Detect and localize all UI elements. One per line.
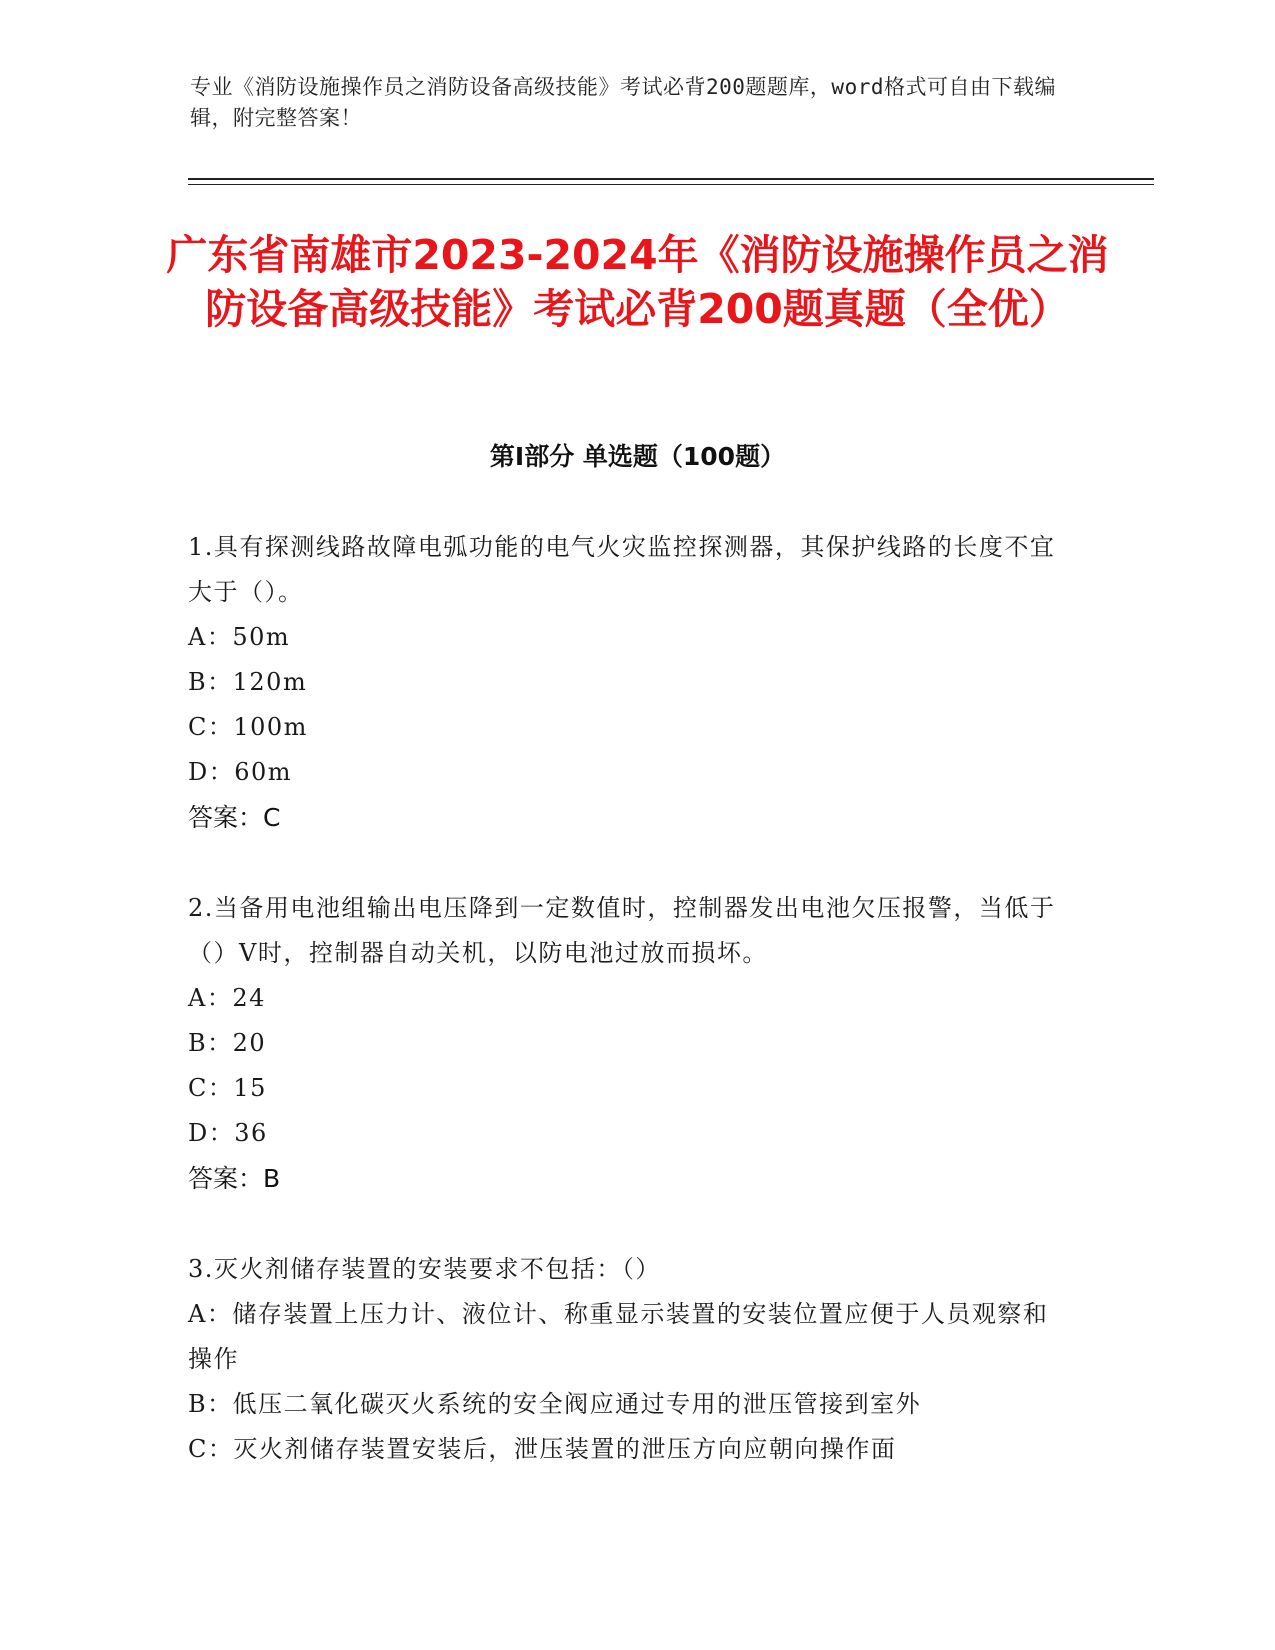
header-rule-thick (188, 178, 1154, 180)
option-b: B：低压二氧化碳灭火系统的安全阀应通过专用的泄压管接到室外 (188, 1390, 922, 1418)
question-stem: 2.当备用电池组输出电压降到一定数值时，控制器发出电池欠压报警，当低于（）V时，控制器自动关机，以防电池过放而损坏。 (188, 894, 1056, 967)
question-list (188, 525, 1068, 1518)
question-2 (188, 886, 1068, 1201)
question-3 (188, 1247, 1068, 1472)
option-a: A：50m (188, 623, 291, 651)
option-b: B：20 (188, 1029, 267, 1057)
option-a: A：24 (188, 984, 266, 1012)
option-b: B：120m (188, 668, 308, 696)
question-stem: 3.灭火剂储存装置的安装要求不包括：（） (188, 1255, 661, 1283)
question-1 (188, 525, 1068, 840)
option-c: C：15 (188, 1074, 267, 1102)
option-d: D：60m (188, 758, 293, 786)
option-a: A：储存装置上压力计、液位计、称重显示装置的安装位置应便于人员观察和操作 (188, 1300, 1049, 1373)
option-c: C：灭火剂储存装置安装后，泄压装置的泄压方向应朝向操作面 (188, 1435, 897, 1463)
document-title: 广东省南雄市2023-2024年《消防设施操作员之消防设备高级技能》考试必背200题真题（全优） (166, 231, 1109, 333)
header-note: 专业《消防设施操作员之消防设备高级技能》考试必背200题题库，word格式可自由下载编辑，附完整答案！ (190, 75, 1056, 130)
option-c: C：100m (188, 713, 308, 741)
section-heading: 第Ⅰ部分 单选题（100题） (489, 442, 786, 471)
answer: 答案：C (188, 803, 281, 832)
header-rule-thin (188, 184, 1154, 185)
answer: 答案：B (188, 1164, 281, 1193)
question-stem: 1.具有探测线路故障电弧功能的电气火灾监控探测器，其保护线路的长度不宜大于（）。 (188, 533, 1056, 606)
option-d: D：36 (188, 1119, 268, 1147)
